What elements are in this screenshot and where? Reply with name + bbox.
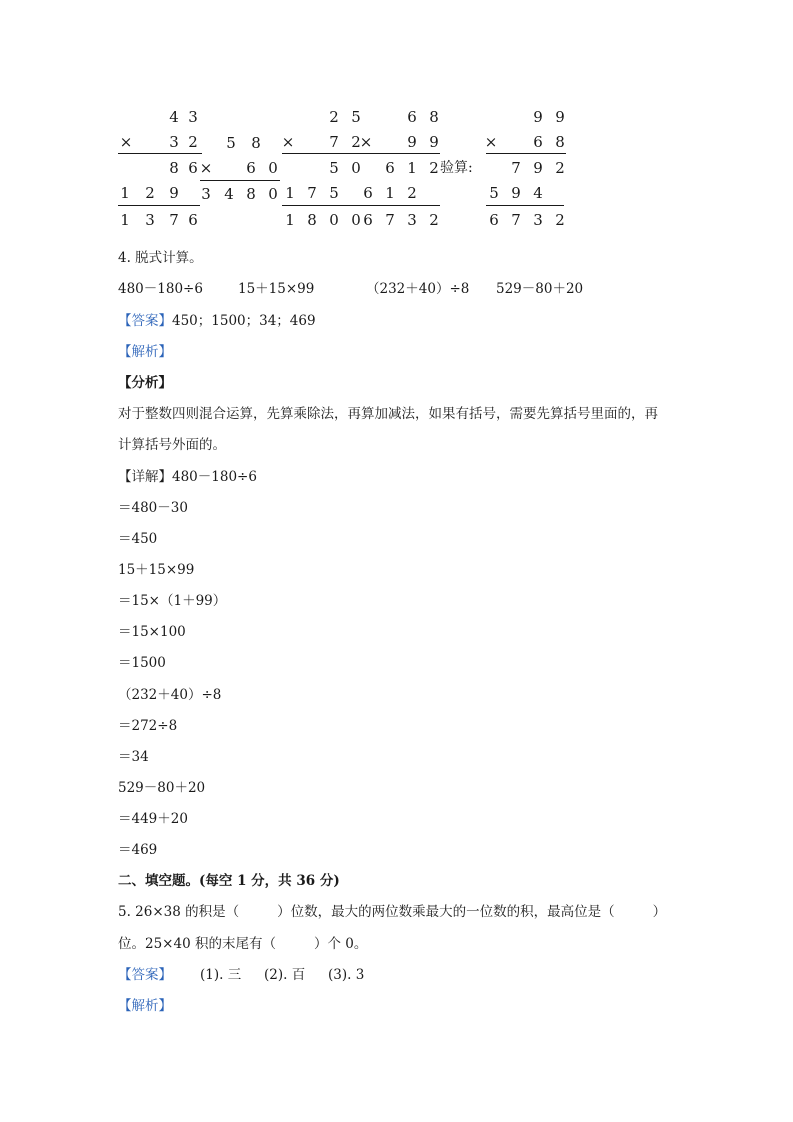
answer-part: (1). 三	[200, 967, 242, 983]
times-sign: ×	[359, 133, 373, 151]
digit: 8	[251, 134, 261, 152]
expression: 529－80＋20	[496, 281, 584, 297]
answer-text: 450；1500；34；469	[172, 313, 316, 329]
step: 529－80＋20	[118, 780, 206, 796]
digit: 9	[555, 108, 565, 126]
analysis-text: 计算括号外面的。	[118, 437, 226, 453]
vertical-calculations	[0, 0, 793, 240]
digit: 3	[169, 133, 179, 151]
digit: 6	[188, 159, 198, 177]
step: ＝469	[118, 842, 158, 858]
times-sign: ×	[281, 133, 295, 151]
digit: 9	[533, 159, 543, 177]
question-text: ）	[652, 904, 667, 920]
q5-answer-line	[118, 965, 364, 985]
question-text: 5. 26×38 的积是（	[118, 904, 240, 920]
digit: 0	[351, 211, 361, 229]
step: 480－180÷6	[172, 469, 257, 485]
digit: 4	[224, 185, 234, 203]
question-text: 位。25×40 积的末尾有（	[118, 936, 276, 952]
sum-line	[486, 205, 564, 206]
digit: 3	[533, 211, 543, 229]
detail-tag: 【详解】	[118, 469, 172, 485]
step: ＝15×100	[118, 624, 186, 640]
digit: 7	[329, 133, 339, 151]
digit: 7	[307, 184, 317, 202]
sum-line	[362, 153, 440, 154]
digit: 6	[246, 159, 256, 177]
times-sign: ×	[119, 133, 133, 151]
digit: 4	[533, 184, 543, 202]
step: ＝449＋20	[118, 811, 188, 827]
sum-line	[118, 205, 200, 206]
times-sign: ×	[199, 159, 213, 177]
digit: 0	[351, 159, 361, 177]
sum-line	[486, 153, 566, 154]
answer-line	[118, 311, 316, 331]
digit: 2	[555, 159, 565, 177]
question-5-line-2	[118, 934, 367, 954]
answer-part: (3). 3	[328, 967, 365, 983]
digit: 7	[511, 159, 521, 177]
question-text: ）个 0。	[313, 936, 368, 952]
expression: 480－180÷6	[118, 281, 203, 297]
question-4-title: 4. 脱式计算。	[118, 250, 203, 266]
step: ＝15×（1＋99）	[118, 593, 227, 609]
digit: 2	[555, 211, 565, 229]
digit: 0	[329, 211, 339, 229]
sum-line	[200, 180, 280, 181]
digit: 1	[120, 211, 130, 229]
expression: （232＋40）÷8	[366, 281, 470, 297]
digit: 5	[329, 159, 339, 177]
digit: 1	[285, 184, 295, 202]
question-text: ）位数，最大的两位数乘最大的一位数的积，最高位是（	[277, 904, 615, 920]
digit: 1	[120, 184, 130, 202]
digit: 9	[511, 184, 521, 202]
digit: 0	[268, 159, 278, 177]
section-title: 二、填空题。(每空 1 分，共 36 分)	[118, 873, 340, 889]
digit: 6	[363, 184, 373, 202]
digit: 3	[145, 211, 155, 229]
analysis-text: 对于整数四则混合运算，先算乘除法，再算加减法，如果有括号，需要先算括号里面的，再	[118, 406, 658, 422]
digit: 3	[201, 185, 211, 203]
digit: 3	[188, 108, 198, 126]
digit: 6	[407, 108, 417, 126]
digit: 1	[385, 184, 395, 202]
detail-line	[118, 467, 257, 487]
digit: 2	[188, 133, 198, 151]
answer-tag: 【答案】	[118, 967, 172, 983]
sum-line	[118, 153, 202, 154]
digit: 0	[268, 185, 278, 203]
sum-line	[362, 205, 440, 206]
q5-analysis-tag: 【解析】	[118, 998, 172, 1014]
step: ＝450	[118, 531, 158, 547]
digit: 2	[351, 133, 361, 151]
digit: 1	[285, 211, 295, 229]
digit: 5	[329, 184, 339, 202]
step: 15＋15×99	[118, 562, 195, 578]
digit: 8	[555, 133, 565, 151]
analysis-tag: 【解析】	[118, 344, 172, 360]
digit: 1	[407, 159, 417, 177]
digit: 2	[329, 108, 339, 126]
digit: 2	[407, 184, 417, 202]
answer-tag: 【答案】	[118, 313, 172, 329]
digit: 5	[226, 134, 236, 152]
digit: 6	[385, 159, 395, 177]
step: ＝34	[118, 749, 149, 765]
digit: 2	[429, 159, 439, 177]
step: （232＋40）÷8	[118, 687, 222, 703]
digit: 8	[429, 108, 439, 126]
digit: 3	[407, 211, 417, 229]
fenxi-tag: 【分析】	[118, 375, 172, 391]
digit: 9	[169, 184, 179, 202]
step: ＝1500	[118, 655, 166, 671]
digit: 6	[489, 211, 499, 229]
question-5-line-1	[118, 902, 666, 922]
digit: 8	[169, 159, 179, 177]
sum-line	[282, 205, 362, 206]
digit: 6	[533, 133, 543, 151]
digit: 4	[169, 108, 179, 126]
verify-label: 验算:	[440, 160, 473, 176]
digit: 5	[489, 184, 499, 202]
digit: 5	[351, 108, 361, 126]
digit: 2	[429, 211, 439, 229]
digit: 7	[385, 211, 395, 229]
question-4-expressions	[118, 279, 583, 299]
expression: 15＋15×99	[238, 281, 315, 297]
step: ＝480－30	[118, 500, 188, 516]
digit: 8	[246, 185, 256, 203]
digit: 6	[188, 211, 198, 229]
sum-line	[282, 153, 362, 154]
digit: 8	[307, 211, 317, 229]
digit: 9	[407, 133, 417, 151]
digit: 7	[169, 211, 179, 229]
digit: 6	[363, 211, 373, 229]
answer-part: (2). 百	[264, 967, 306, 983]
step: ＝272÷8	[118, 718, 178, 734]
digit: 7	[511, 211, 521, 229]
times-sign: ×	[484, 133, 498, 151]
digit: 9	[533, 108, 543, 126]
digit: 2	[145, 184, 155, 202]
digit: 9	[429, 133, 439, 151]
